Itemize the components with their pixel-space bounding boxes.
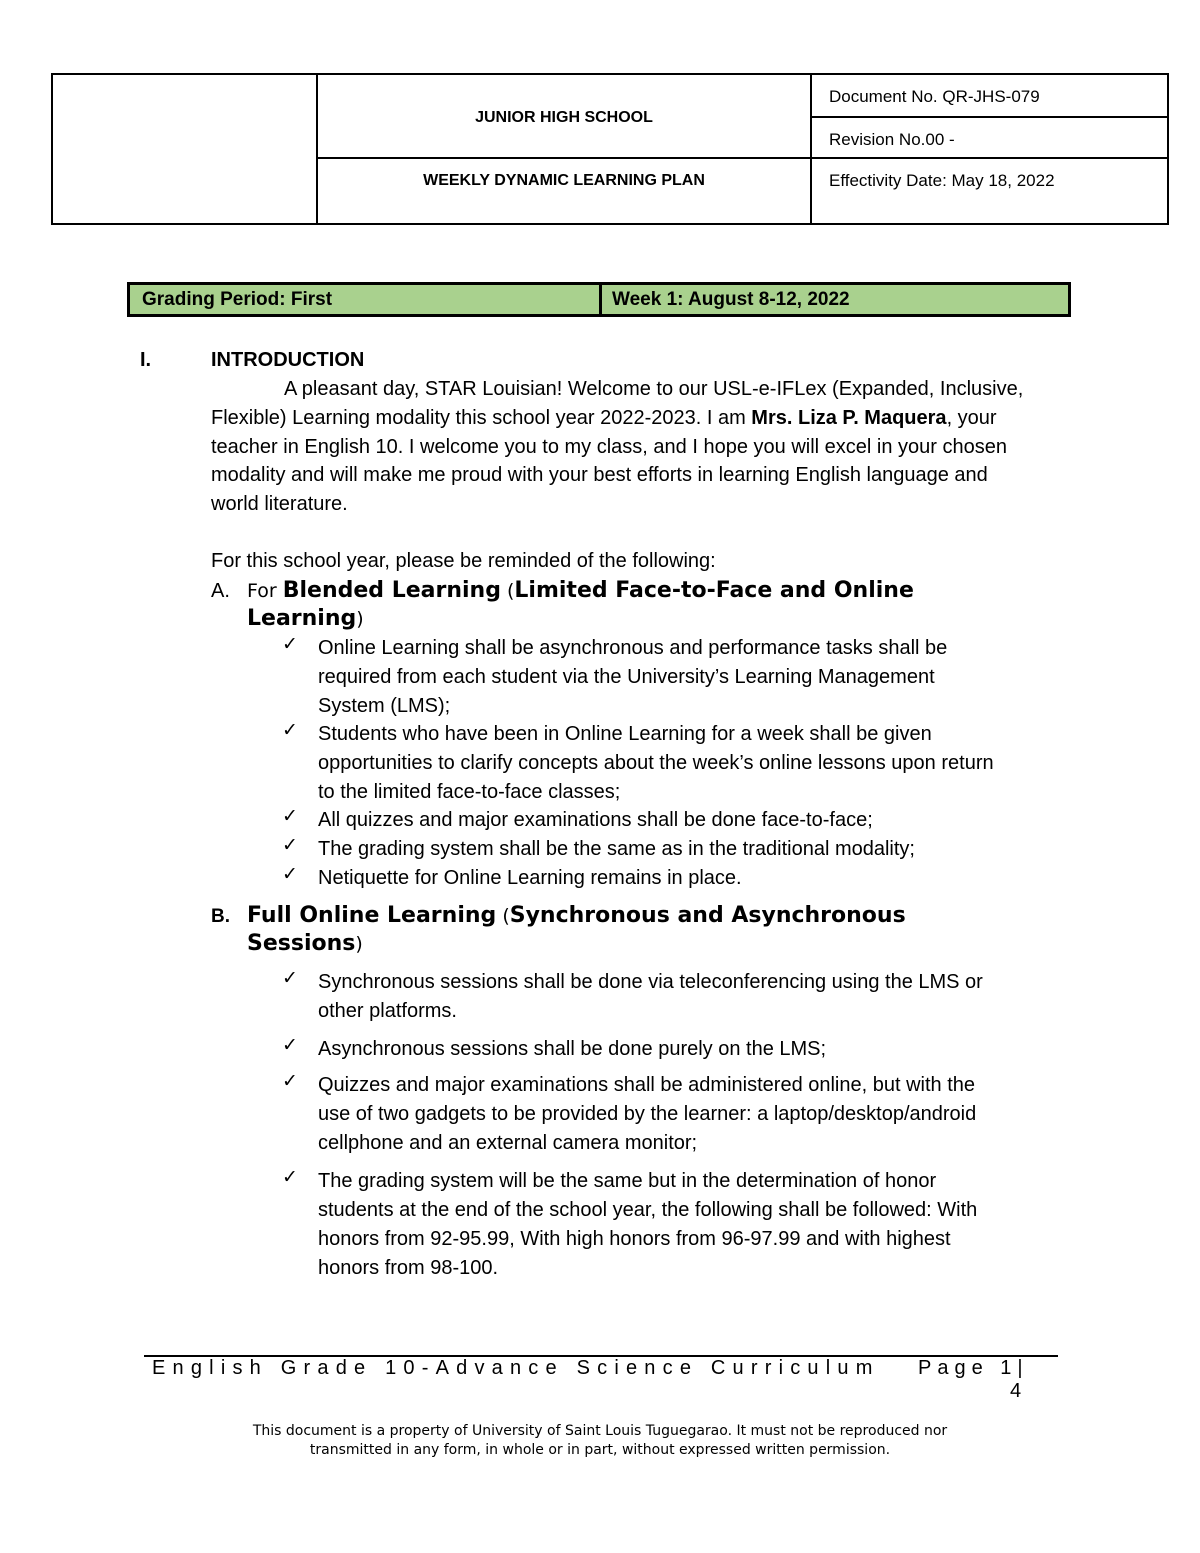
grading-period-bar bbox=[127, 282, 1071, 317]
checkmark-icon: ✓ bbox=[282, 1167, 298, 1188]
intro-text: , your bbox=[946, 407, 997, 429]
plan-title: WEEKLY DYNAMIC LEARNING PLAN bbox=[423, 172, 705, 189]
section-heading: INTRODUCTION bbox=[211, 349, 365, 371]
copyright-notice bbox=[150, 1422, 1050, 1460]
title-prefix: For bbox=[247, 580, 283, 602]
list-item-line: required from each student via the University’s Learning Management bbox=[318, 666, 935, 688]
notice-line: transmitted in any form, in whole or in part, without expressed written permission. bbox=[309, 1442, 891, 1458]
list-item-line: opportunities to clarify concepts about the week’s online lessons upon return bbox=[318, 752, 994, 774]
title-part: Sessions bbox=[247, 931, 356, 956]
school-label: JUNIOR HIGH SCHOOL bbox=[475, 109, 653, 126]
notice-line: This document is a property of University of Saint Louis Tuguegarao. It must not be reproduced nor bbox=[252, 1423, 948, 1439]
checkmark-icon: ✓ bbox=[282, 806, 298, 827]
list-item-line: The grading system will be the same but in the determination of honor bbox=[318, 1170, 937, 1192]
title-part: Full Online Learning bbox=[247, 903, 497, 928]
intro-line: A pleasant day, STAR Louisian! Welcome to our USL-e-IFLex (Expanded, Inclusive, bbox=[284, 378, 1024, 400]
reminder-line: For this school year, please be reminded of the following: bbox=[211, 550, 716, 572]
list-item-line: Netiquette for Online Learning remains in place. bbox=[318, 867, 742, 889]
revision-number: Revision No.00 - bbox=[829, 130, 955, 149]
title-paren: ( bbox=[500, 580, 515, 602]
footer-page-label: Page 1| bbox=[918, 1357, 1029, 1379]
title-part: Limited Face-to-Face and Online bbox=[514, 578, 914, 603]
checkmark-icon: ✓ bbox=[282, 1035, 298, 1056]
list-item-line: to the limited face-to-face classes; bbox=[318, 781, 621, 803]
header-divider bbox=[316, 75, 318, 223]
list-item-line: Quizzes and major examinations shall be administered online, but with the bbox=[318, 1074, 976, 1096]
title-paren: ) bbox=[355, 933, 363, 955]
list-item-line: Online Learning shall be asynchronous and performance tasks shall be bbox=[318, 637, 948, 659]
checkmark-icon: ✓ bbox=[282, 835, 298, 856]
list-item-line: students at the end of the school year, the following shall be followed: With bbox=[318, 1199, 978, 1221]
checkmark-icon: ✓ bbox=[282, 720, 298, 741]
title-part: Blended Learning bbox=[282, 578, 501, 603]
logo-area bbox=[53, 75, 316, 223]
title-part: Synchronous and Asynchronous bbox=[509, 903, 906, 928]
intro-line: modality and will make me proud with your best efforts in learning English language and bbox=[211, 464, 988, 486]
header-divider bbox=[810, 116, 1167, 118]
checkmark-icon: ✓ bbox=[282, 968, 298, 989]
list-item-line: honors from 92-95.99, With high honors from 96-97.99 and with highest bbox=[318, 1228, 951, 1250]
checkmark-icon: ✓ bbox=[282, 634, 298, 655]
section-b-title bbox=[247, 902, 906, 930]
section-b-title-cont bbox=[247, 930, 363, 958]
intro-line: teacher in English 10. I welcome you to my class, and I hope you will excel in your chosen bbox=[211, 436, 1007, 458]
title-part: Learning bbox=[247, 606, 357, 631]
list-item-line: Students who have been in Online Learning for a week shall be given bbox=[318, 723, 932, 745]
section-numeral: I. bbox=[140, 349, 152, 371]
week-label: Week 1: August 8-12, 2022 bbox=[612, 289, 850, 310]
intro-line bbox=[211, 404, 997, 433]
list-item-line: honors from 98-100. bbox=[318, 1257, 499, 1279]
title-paren: ) bbox=[356, 608, 364, 630]
section-b-letter: B. bbox=[211, 906, 230, 927]
list-item-line: other platforms. bbox=[318, 1000, 457, 1022]
intro-text: Flexible) Learning modality this school year 2022-2023. I am bbox=[211, 407, 752, 429]
list-item-line: System (LMS); bbox=[318, 695, 451, 717]
list-item-line: The grading system shall be the same as in the traditional modality; bbox=[318, 838, 915, 860]
intro-line: world literature. bbox=[211, 493, 348, 515]
checkmark-icon: ✓ bbox=[282, 1071, 298, 1092]
list-item-line: cellphone and an external camera monitor; bbox=[318, 1132, 698, 1154]
footer-page-total: 4 bbox=[1010, 1380, 1022, 1402]
section-a-letter: A. bbox=[211, 580, 230, 602]
checkmark-icon: ✓ bbox=[282, 864, 298, 885]
grading-period: Grading Period: First bbox=[142, 289, 333, 310]
title-paren: ( bbox=[496, 905, 510, 927]
grading-divider bbox=[599, 285, 602, 314]
header-divider bbox=[810, 75, 812, 223]
list-item-line: use of two gadgets to be provided by the learner: a laptop/desktop/android bbox=[318, 1103, 977, 1125]
list-item-line: All quizzes and major examinations shall be done face-to-face; bbox=[318, 809, 873, 831]
teacher-name: Mrs. Liza P. Maquera bbox=[751, 407, 947, 429]
header-divider bbox=[316, 157, 1167, 159]
document-number: Document No. QR-JHS-079 bbox=[829, 87, 1040, 106]
footer-course: English Grade 10-Advance Science Curriculum bbox=[152, 1357, 880, 1379]
section-a-title-cont bbox=[247, 605, 364, 633]
document-header-table bbox=[51, 73, 1169, 225]
section-a-title bbox=[247, 577, 914, 605]
list-item-line: Asynchronous sessions shall be done purely on the LMS; bbox=[318, 1038, 827, 1060]
effectivity-date: Effectivity Date: May 18, 2022 bbox=[829, 171, 1055, 190]
list-item-line: Synchronous sessions shall be done via teleconferencing using the LMS or bbox=[318, 971, 983, 993]
